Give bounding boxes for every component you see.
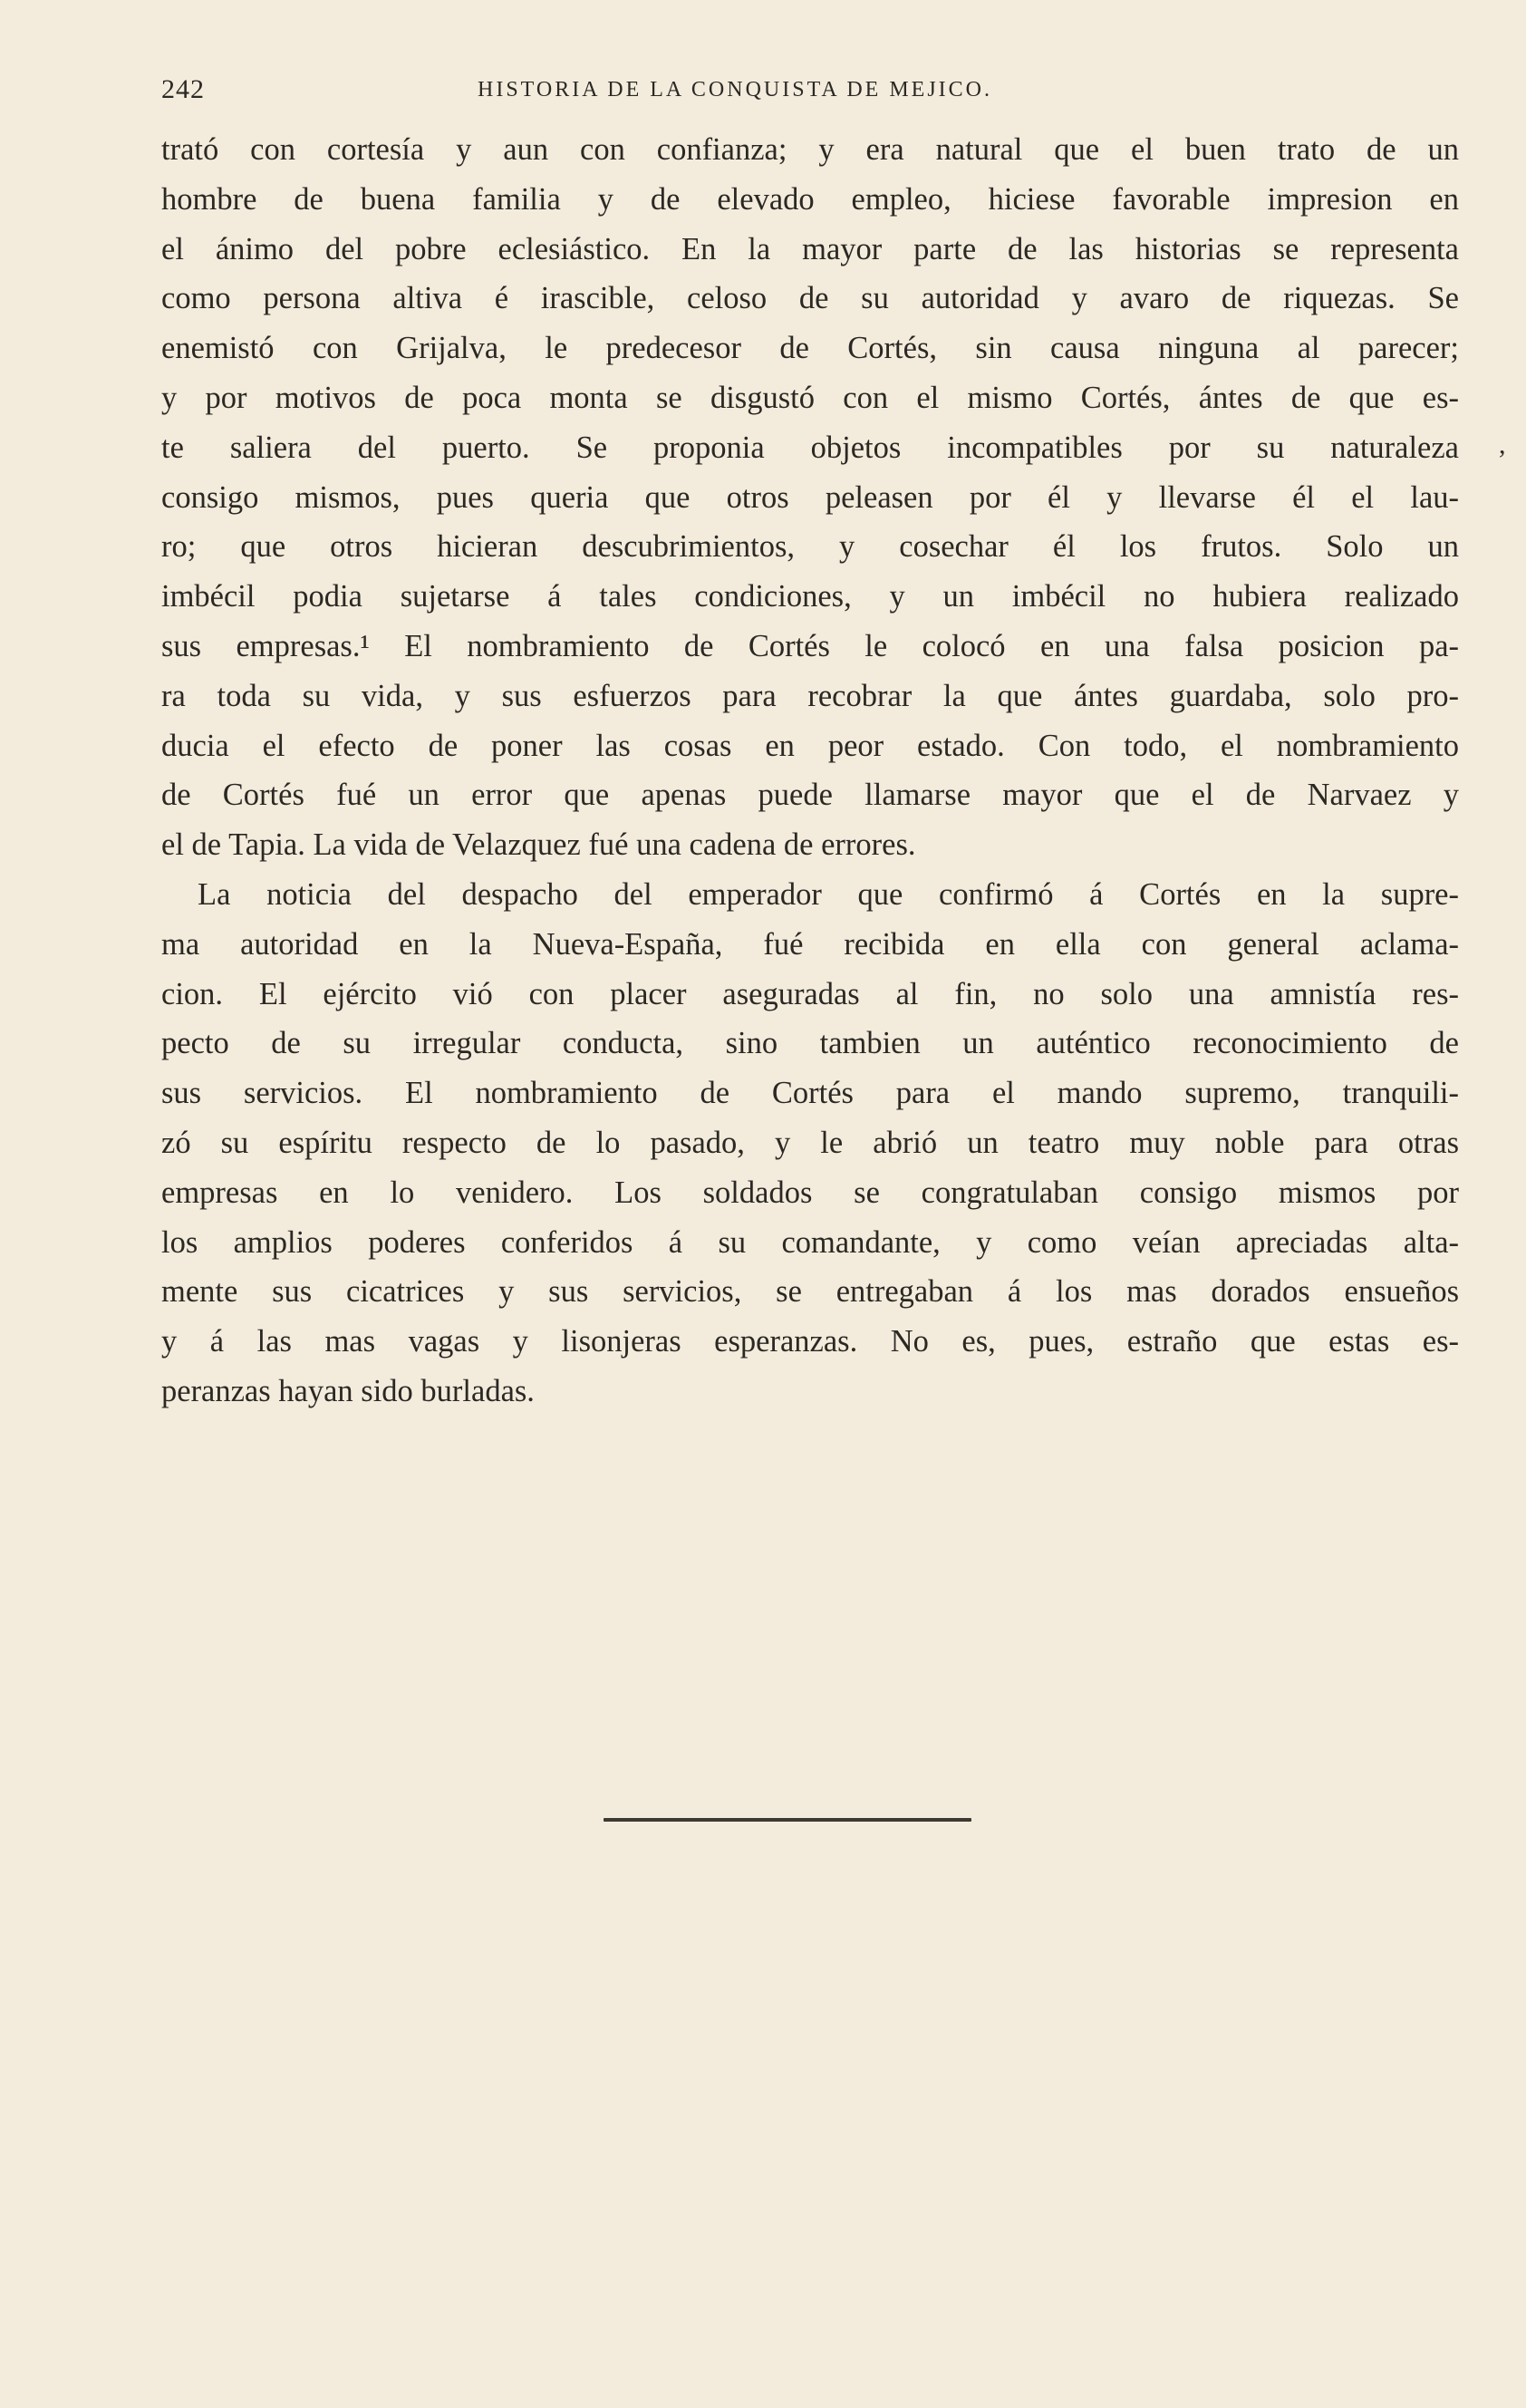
page-number: 242 (161, 74, 205, 104)
page-header (161, 74, 1459, 114)
text-line: y por motivos de poca monta se disgustó con el mismo Cortés, ántes de que es- (161, 380, 1459, 415)
body-text (161, 125, 1459, 1417)
text-line: de Cortés fué un error que apenas puede llamarse mayor que el de Narvaez y (161, 778, 1459, 813)
text-line: los amplios poderes conferidos á su comandante, y como veían apreciadas alta- (161, 1224, 1459, 1260)
text-line: sus empresas.¹ El nombramiento de Cortés le colocó en una falsa posicion pa- (161, 628, 1459, 663)
text-line: zó su espíritu respecto de lo pasado, y le abrió un teatro muy noble para otras (161, 1125, 1459, 1160)
text-line: imbécil podia sujetarse á tales condiciones, y un imbécil no hubiera realizado (161, 579, 1459, 614)
text-line: consigo mismos, pues queria que otros peleasen por él y llevarse él el lau- (161, 479, 1459, 515)
text-line: ra toda su vida, y sus esfuerzos para recobrar la que ántes guardaba, solo pro- (161, 678, 1459, 713)
text-line: pecto de su irregular conducta, sino tambien un auténtico reconocimiento de (161, 1026, 1459, 1061)
paragraph-1 (161, 125, 1459, 870)
text-line: mente sus cicatrices y sus servicios, se entregaban á los mas dorados ensueños (161, 1274, 1459, 1310)
running-title: HISTORIA DE LA CONQUISTA DE MEJICO. (478, 78, 992, 102)
text-line: como persona altiva é irascible, celoso de su autoridad y avaro de riquezas. Se (161, 281, 1459, 316)
text-line: cion. El ejército vió con placer aseguradas al fin, no solo una amnistía res- (161, 976, 1459, 1011)
section-rule (604, 1818, 971, 1822)
text-line: ma autoridad en la Nueva-España, fué recibida en ella con general aclama- (161, 926, 1459, 962)
text-line: enemistó con Grijalva, le predecesor de Cortés, sin causa ninguna al parecer; (161, 331, 1459, 366)
text-line: te saliera del puerto. Se proponia objetos incompatibles por su naturaleza (161, 430, 1459, 465)
text-line: ducia el efecto de poner las cosas en peor estado. Con todo, el nombramiento (161, 728, 1459, 763)
text-line: el de Tapia. La vida de Velazquez fué una cadena de errores. (161, 827, 916, 863)
text-line: trató con cortesía y aun con confianza; y era natural que el buen trato de un (161, 132, 1459, 167)
text-line: y á las mas vagas y lisonjeras esperanzas. No es, pues, estraño que estas es- (161, 1324, 1459, 1359)
text-line: empresas en lo venidero. Los soldados se congratulaban consigo mismos por (161, 1175, 1459, 1210)
margin-mark: , (1499, 430, 1506, 459)
paragraph-2 (161, 870, 1459, 1417)
text-line: La noticia del despacho del emperador que confirmó á Cortés en la supre- (198, 876, 1459, 912)
text-line: hombre de buena familia y de elevado empleo, hiciese favorable impresion en (161, 181, 1459, 217)
text-line: ro; que otros hicieran descubrimientos, y cosechar él los frutos. Solo un (161, 529, 1459, 565)
text-line: sus servicios. El nombramiento de Cortés para el mando supremo, tranquili- (161, 1076, 1459, 1111)
text-line: el ánimo del pobre eclesiástico. En la mayor parte de las historias se representa (161, 231, 1459, 266)
text-line: peranzas hayan sido burladas. (161, 1373, 535, 1408)
